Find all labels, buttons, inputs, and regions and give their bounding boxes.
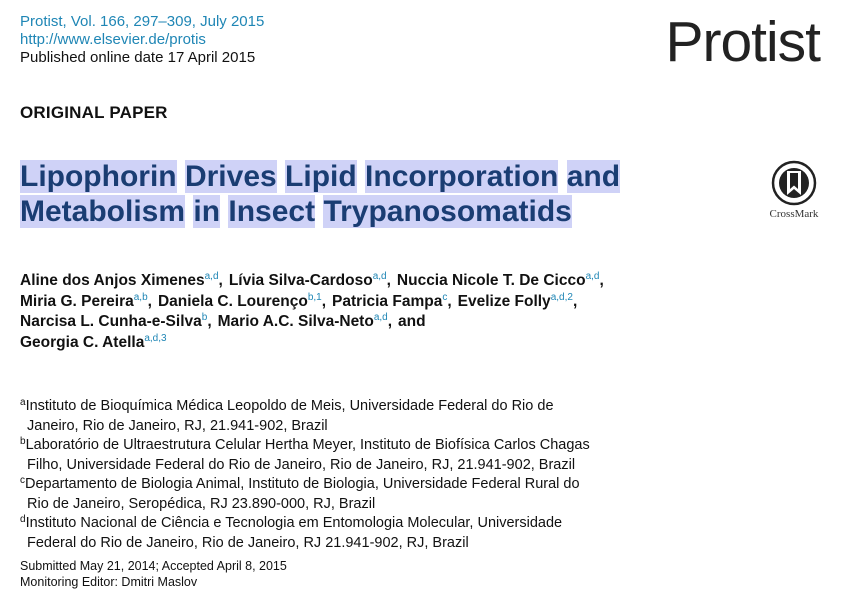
title-line-1 <box>20 159 740 194</box>
author-affiliation-sup[interactable]: a,b <box>133 291 148 303</box>
affiliation-line-2: Federal do Rio de Janeiro, Rio de Janeiro, RJ 21.941-902, RJ, Brazil <box>27 534 469 551</box>
author-affiliation-sup[interactable]: a,d <box>585 271 600 282</box>
affiliation-line-2: Filho, Universidade Federal do Rio de Janeiro, Rio de Janeiro, RJ, 21.941-902, Brazil <box>27 456 576 473</box>
author-name: Lívia Silva-Cardoso$^{a,d}$, <box>228 271 391 289</box>
author-name-text: Evelize Folly <box>457 292 551 310</box>
author-name-text: Narcisa L. Cunha-e-Silva <box>20 313 202 330</box>
title-word: Metabolism <box>20 195 186 228</box>
author-affiliation-sup[interactable]: c <box>442 291 448 303</box>
title-word: Trypanosomatids <box>323 195 572 228</box>
journal-logo: Protist <box>665 10 820 74</box>
title-word: in <box>193 195 221 228</box>
author-name-text: Daniela C. Lourenço <box>157 292 308 310</box>
author-affiliation-sup[interactable]: b <box>201 312 208 323</box>
affiliation-line-1: Laboratório de Ultraestrutura Celular Hertha Meyer, Instituto de Biofísica Carlos Chagas <box>25 437 590 453</box>
author-list <box>20 271 840 353</box>
author-name <box>20 334 167 351</box>
affiliation-sup: c <box>20 475 25 486</box>
monitoring-editor: Monitoring Editor: Dmitri Maslov <box>20 575 198 589</box>
affiliation-sup: d <box>20 514 26 525</box>
author-line <box>20 312 840 333</box>
journal-url-link[interactable]: http://www.elsevier.de/protis <box>20 31 206 48</box>
affiliation-line-1: Instituto de Bioquímica Médica Leopoldo de Meis, Universidade Federal do Rio de <box>25 398 554 414</box>
affiliation-item <box>20 397 840 436</box>
affiliation-sup: b <box>20 436 26 447</box>
author-line <box>20 271 840 292</box>
author-name-text: Georgia C. Atella <box>20 333 145 351</box>
affiliation-line-2: Rio de Janeiro, Seropédica, RJ 23.890-000, RJ, Brazil <box>27 495 376 512</box>
journal-citation: Protist, Vol. 166, 297–309, July 2015 <box>20 13 265 30</box>
submission-dates: Submitted May 21, 2014; Accepted April 8, 2015 <box>20 559 287 573</box>
affiliation-line-2: Janeiro, Rio de Janeiro, RJ, 21.941-902, Brazil <box>27 417 328 434</box>
author-name <box>398 313 426 330</box>
author-affiliation-sup[interactable]: a,d <box>373 312 388 323</box>
author-name: Nuccia Nicole T. De Cicco$^{a,d}$, <box>396 271 604 289</box>
affiliation-sup: a <box>20 397 26 408</box>
author-affiliation-sup[interactable]: b,1 <box>307 291 322 303</box>
author-name: Mario A.C. Silva-Neto$^{a,d}$, <box>217 312 393 330</box>
author-affiliation-sup[interactable]: a,d <box>204 271 219 282</box>
affiliation-item <box>20 436 840 475</box>
title-line-2 <box>20 194 740 229</box>
crossmark-badge[interactable] <box>768 160 820 220</box>
author-name-text: and <box>398 313 426 330</box>
author-affiliation-sup[interactable]: a,d <box>372 271 387 282</box>
author-line <box>20 292 840 313</box>
author-affiliation-sup[interactable]: a,d,2 <box>550 291 573 303</box>
author-name: Patricia Fampa$^c$, <box>332 291 452 310</box>
author-affiliation-sup[interactable]: a,d,3 <box>144 332 167 344</box>
affiliation-item <box>20 514 840 553</box>
title-word: Incorporation <box>365 160 559 193</box>
author-name-text: Miria G. Pereira <box>20 292 134 310</box>
author-name: Narcisa L. Cunha-e-Silva$^b$, <box>20 312 212 330</box>
affiliation-line-1: Departamento de Biologia Animal, Instituto de Biologia, Universidade Federal Rural do <box>25 476 580 492</box>
crossmark-icon <box>771 160 817 206</box>
affiliation-item <box>20 475 840 514</box>
author-name: Evelize Folly$^{a,d,2}$, <box>457 291 578 310</box>
author-name: Daniela C. Lourenço$^{b,1}$, <box>157 291 327 310</box>
affiliation-line-1: Instituto Nacional de Ciência e Tecnologia em Entomologia Molecular, Universidade <box>25 515 563 531</box>
title-word: Drives <box>184 160 277 193</box>
author-name-text: Patricia Fampa <box>332 292 443 310</box>
author-name-text: Aline dos Anjos Ximenes <box>20 272 205 289</box>
title-word: Lipophorin <box>20 160 177 193</box>
author-name: Miria G. Pereira$^{a,b}$, <box>20 291 152 310</box>
article-title <box>20 159 740 229</box>
crossmark-label: CrossMark <box>769 208 819 220</box>
author-line <box>20 333 840 354</box>
author-name: Aline dos Anjos Ximenes$^{a,d}$, <box>20 271 223 289</box>
section-label: ORIGINAL PAPER <box>20 103 168 122</box>
title-word: Insect <box>228 195 316 228</box>
author-name-text: Nuccia Nicole T. De Cicco <box>396 272 586 289</box>
affiliation-list <box>20 397 840 553</box>
author-name-text: Lívia Silva-Cardoso <box>228 272 373 289</box>
title-word: and <box>566 160 621 193</box>
author-name-text: Mario A.C. Silva-Neto <box>217 313 374 330</box>
submission-info <box>20 558 287 590</box>
published-date: Published online date 17 April 2015 <box>20 49 256 66</box>
title-word: Lipid <box>285 160 357 193</box>
